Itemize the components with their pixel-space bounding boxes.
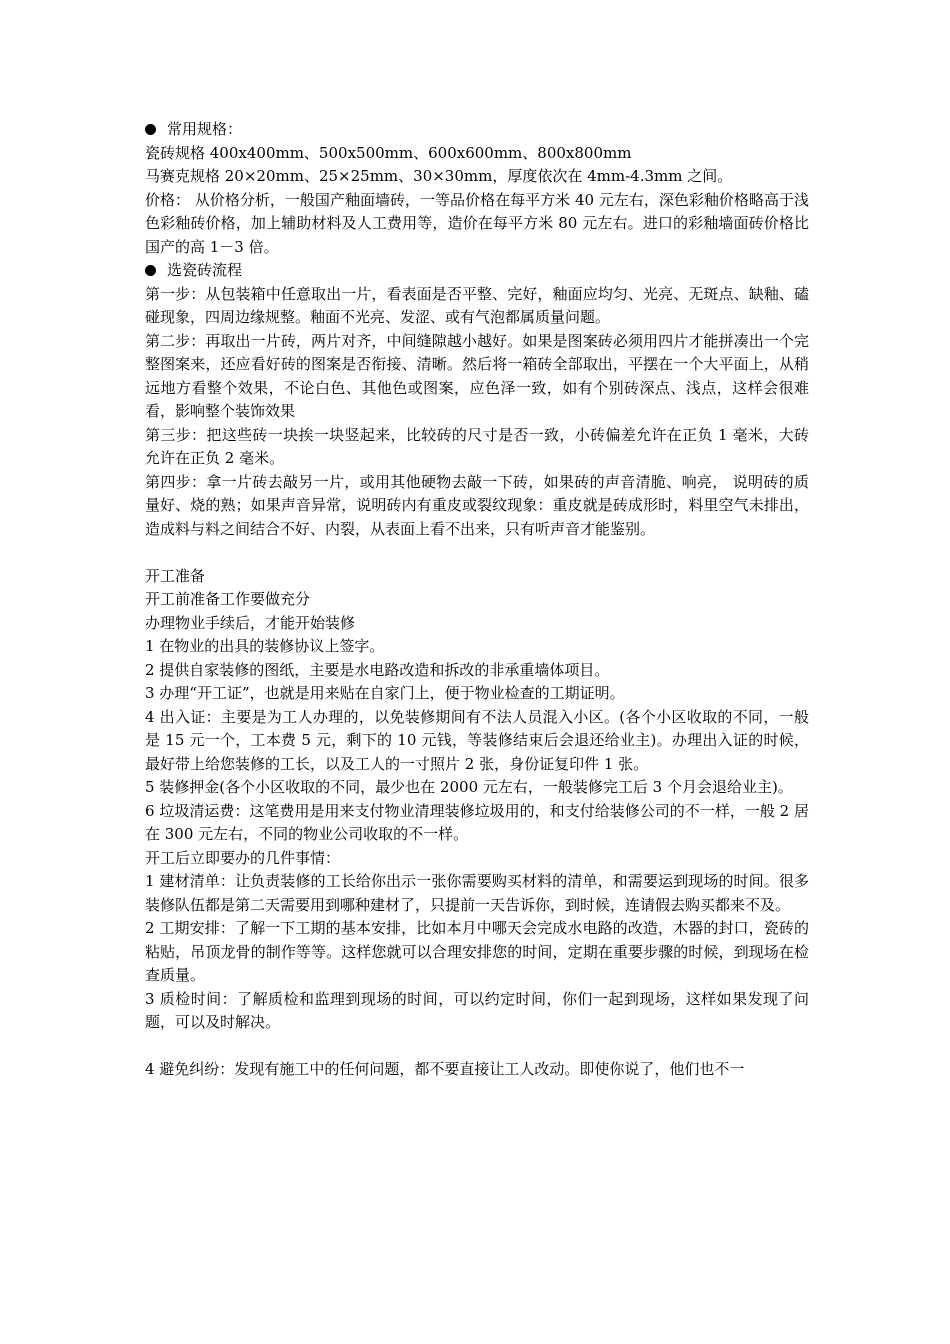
after-item-3: 3 质检时间：了解质检和监理到现场的时间，可以约定时间，你们一起到现场，这样如果发现了问题，可以及时解决。 xyxy=(145,989,809,1031)
mosaic-size-line: 马赛克规格 20×20mm、25×25mm、30×30mm，厚度依次在 4mm-4.3mm 之间。 xyxy=(145,167,733,185)
blank-line xyxy=(145,1035,809,1059)
start-item-4: 4 出入证：主要是为工人办理的，以免装修期间有不法人员混入小区。(各个小区收取的不同，一般是 15 元一个，工本费 5 元，剩下的 10 元钱，等装修结束后会退还给业主)。办理出入证的时候，最好带上给您装修的工长，以及工人的一寸照片 2 张，身份证复印件 1 张。 xyxy=(145,707,809,773)
blank-line xyxy=(145,541,809,565)
start-item-1: 1 在物业的出具的装修协议上签字。 xyxy=(145,637,385,655)
step-4-paragraph: 第四步：拿一片砖去敲另一片，或用其他硬物去敲一下砖，如果砖的声音清脆、响亮， 说明砖的质量好、烧的熟；如果声音异常，说明砖内有重皮或裂纹现象：重皮就是砖成形时，料里空气未排出，造成料与料之间结合不好、内裂，从表面上看不出来，只有听声音才能鉴别。 xyxy=(145,472,809,538)
step-3-paragraph: 第三步：把这些砖一块挨一块竖起来，比较砖的尺寸是否一致，小砖偏差允许在正负 1 毫米，大砖允许在正负 2 毫米。 xyxy=(145,425,809,467)
start-title: 开工准备 xyxy=(145,566,206,585)
after-item-4: 4 避免纠纷：发现有施工中的任何问题，都不要直接让工人改动。即使你说了，他们也不一 xyxy=(145,1060,745,1078)
step-1-paragraph: 第一步：从包装箱中任意取出一片，看表面是否平整、完好，釉面应均匀、光亮、无斑点、缺釉、磕碰现象，四周边缘规整。釉面不光亮、发涩、或有气泡都属质量问题。 xyxy=(145,284,809,326)
start-item-5: 5 装修押金(各个小区收取的不同，最少也在 2000 元左右，一般装修完工后 3 个月会退给业主)。 xyxy=(145,778,793,796)
price-paragraph: 价格： 从价格分析，一般国产釉面墙砖，一等品价格在每平方米 40 元左右，深色彩釉价格略高于浅色彩釉砖价格，加上辅助材料及人工费用等，造价在每平方米 80 元左右。进口的彩釉墙面砖价格比国产的高 1－3 倍。 xyxy=(145,190,809,256)
after-item-2: 2 工期安排：了解一下工期的基本安排，比如本月中哪天会完成水电路的改造，木器的封口，瓷砖的粘贴，吊顶龙骨的制作等等。这样您就可以合理安排您的时间，定期在重要步骤的时候，到现场在检查质量。 xyxy=(145,919,809,984)
start-item-3: 3 办理“开工证”，也就是用来贴在自家门上，便于物业检查的工期证明。 xyxy=(145,684,625,702)
bullet-icon xyxy=(145,259,167,283)
start-item-6: 6 垃圾清运费：这笔费用是用来支付物业清理装修垃圾用的，和支付给装修公司的不一样，一般 2 居在 300 元左右，不同的物业公司收取的不一样。 xyxy=(145,801,809,843)
after-item-1: 1 建材清单：让负责装修的工长给你出示一张你需要购买材料的清单，和需要运到现场的时间。很多装修队伍都是第二天需要用到哪种建材了，只提前一天告诉你，到时候，连请假去购买都来不及。 xyxy=(145,872,809,914)
select-heading: 选瓷砖流程 xyxy=(145,259,809,283)
document-page xyxy=(145,118,809,1082)
bullet-icon xyxy=(145,118,167,142)
tile-size-line: 瓷砖规格 400x400mm、500x500mm、600x600mm、800x800mm xyxy=(145,143,632,162)
start-subtitle: 开工前准备工作要做充分 xyxy=(145,590,311,608)
specs-heading: 常用规格： xyxy=(145,118,809,142)
start-item-2: 2 提供自家装修的图纸，主要是水电路改造和拆改的非承重墙体项目。 xyxy=(145,660,610,679)
after-heading: 开工后立即要办的几件事情： xyxy=(145,848,341,867)
start-intro: 办理物业手续后，才能开始装修 xyxy=(145,613,356,632)
step-2-paragraph: 第二步：再取出一片砖，两片对齐，中间缝隙越小越好。如果是图案砖必须用四片才能拼凑出一个完整图案来，还应看好砖的图案是否衔接、清晰。然后将一箱砖全部取出，平摆在一个大平面上，从稍远地方看整个效果，不论白色、其他色或图案，应色泽一致，如有个别砖深点、浅点，这样会很难看，影响整个装饰效果 xyxy=(145,331,809,420)
